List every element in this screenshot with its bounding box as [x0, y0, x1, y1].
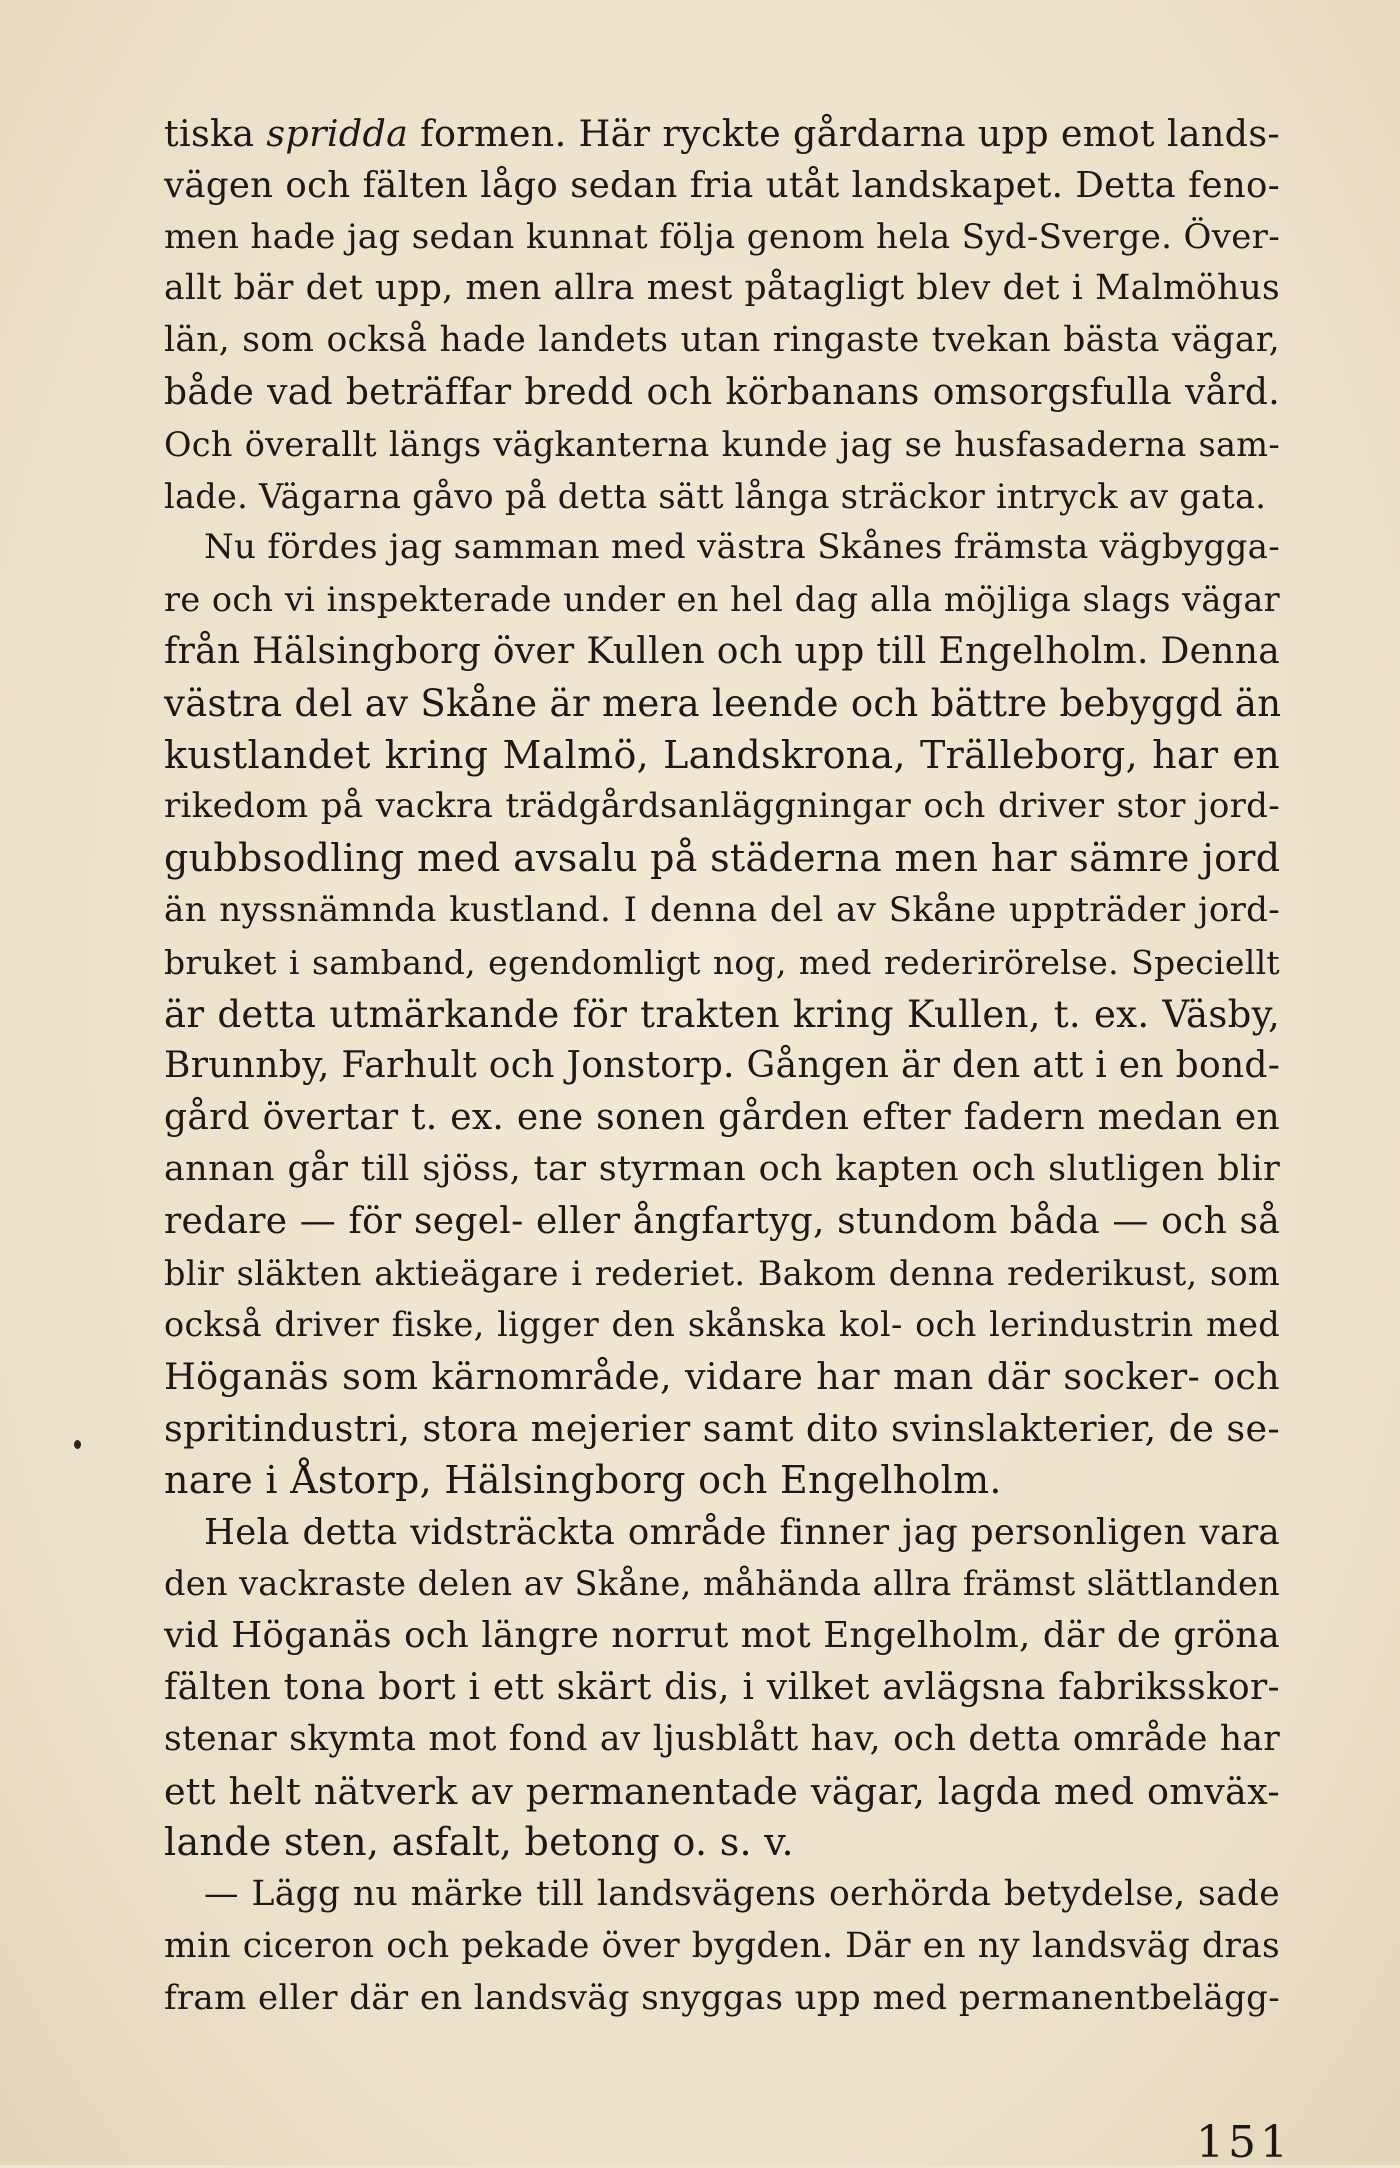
text-line: annan går till sjöss, tar styrman och kapten och slutligen blir: [164, 1148, 1280, 1189]
ink-speck: [74, 1440, 81, 1449]
paragraph-3: [164, 1507, 1280, 1870]
text-line: den vackraste delen av Skåne, måhända allra främst slättlanden: [164, 1564, 1280, 1604]
emphasized-word: spridda: [266, 112, 409, 155]
text-line: kustlandet kring Malmö, Landskrona, Trälleborg, har en: [164, 732, 1280, 777]
text-line: blir släkten aktieägare i rederiet. Bakom denna rederikust, som: [164, 1253, 1280, 1293]
text-line: men hade jag sedan kunnat följa genom hela Syd-Sverge. Över-: [164, 216, 1280, 257]
text-line: Höganäs som kärnområde, vidare har man där socker- och: [164, 1355, 1280, 1399]
text-line: län, som också hade landets utan ringaste tvekan bästa vägar,: [164, 320, 1280, 361]
text-line: ett helt nätverk av permanentade vägar, lagda med omväx-: [164, 1769, 1280, 1813]
text-line: spritindustri, stora mejerier samt dito svinslakterier, de se-: [164, 1406, 1280, 1450]
text-line: re och vi inspekterade under en hel dag alla möjliga slags vägar: [164, 580, 1280, 620]
text-line: är detta utmärkande för trakten kring Kullen, t. ex. Väsby,: [164, 992, 1280, 1036]
text-line: också driver fiske, ligger den skånska kol- och lerindustrin med: [164, 1305, 1280, 1345]
text-line: lande sten, asfalt, betong o. s. v.: [164, 1820, 794, 1865]
text-line: rikedom på vackra trädgårdsanläggningar och driver stor jord-: [164, 786, 1280, 827]
text-line: gård övertar t. ex. ene sonen gården efter fadern medan en: [164, 1097, 1280, 1139]
paragraph-1: [164, 108, 1280, 522]
text-line: stenar skymta mot fond av ljusblått hav, och detta område har: [164, 1718, 1280, 1759]
text-line: vägen och fälten lågo sedan fria utåt landskapet. Detta feno-: [164, 164, 1280, 206]
text-line: Nu fördes jag samman med västra Skånes främsta vägbygga-: [204, 527, 1280, 568]
text-line: Hela detta vidsträckta område finner jag personligen vara: [204, 1511, 1280, 1553]
text-line: tiska spridda formen. Här ryckte gårdarna upp emot lands-: [164, 112, 1281, 155]
text-line: Och överallt längs vägkanterna kunde jag se husfasaderna sam-: [164, 424, 1280, 464]
paragraph-4: [164, 1869, 1280, 2024]
text-line: lade. Vägarna gåvo på detta sätt långa sträckor intryck av gata.: [164, 476, 1267, 516]
text-line: både vad beträffar bredd och körbanans omsorgsfulla vård.: [164, 371, 1280, 413]
text-line: allt bär det upp, men allra mest påtagligt blev det i Malmöhus: [164, 268, 1280, 309]
text-line: — Lägg nu märke till landsvägens oerhörda betydelse, sade: [204, 1874, 1280, 1915]
text-line: redare — för segel- eller ångfartyg, stundom båda — och så: [164, 1200, 1280, 1242]
text-line: bruket i samband, egendomligt nog, med rederirörelse. Speciellt: [164, 942, 1280, 982]
text-line: vid Höganäs och längre norrut mot Engelholm, där de gröna: [164, 1615, 1280, 1657]
paragraph-2: [164, 522, 1280, 1506]
text-line: nare i Åstorp, Hälsingborg och Engelholm.: [164, 1457, 1002, 1502]
text-line: fälten tona bort i ett skärt dis, i vilket avlägsna fabriksskor-: [164, 1666, 1280, 1708]
text-line: gubbsodling med avsalu på städerna men har sämre jord: [164, 836, 1281, 881]
text-line: än nyssnämnda kustland. I denna del av Skåne uppträder jord-: [164, 889, 1280, 930]
text-line: fram eller där en landsväg snyggas upp med permanentbelägg-: [164, 1977, 1280, 2018]
text-line: västra del av Skåne är mera leende och bättre bebyggd än: [164, 681, 1282, 725]
text-line: min ciceron och pekade över bygden. Där en ny landsväg dras: [164, 1925, 1280, 1966]
body-text: [164, 108, 1280, 2024]
text-line: från Hälsingborg över Kullen och upp till Engelholm. Denna: [164, 630, 1280, 672]
text-line: Brunnby, Farhult och Jonstorp. Gången är den att i en bond-: [164, 1045, 1281, 1087]
page-number: 151: [1196, 2117, 1292, 2168]
